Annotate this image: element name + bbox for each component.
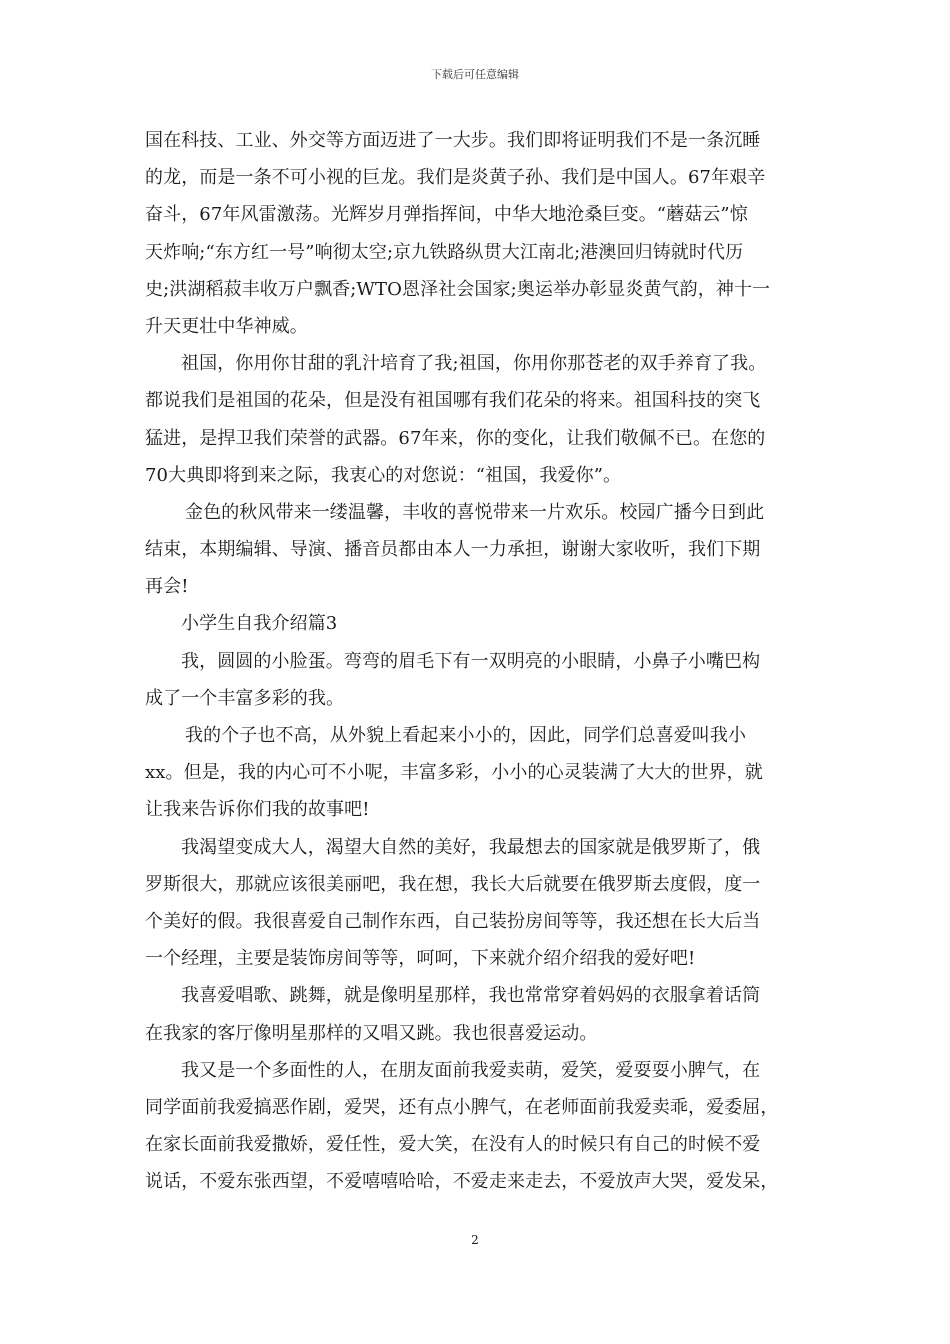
- body-line: 升天更壮中华神威。: [145, 315, 308, 337]
- body-line: 都说我们是祖国的花朵，但是没有祖国哪有我们花朵的将来。祖国科技的突飞: [145, 390, 761, 412]
- body-line: 奋斗，67年风雷激荡。光辉岁月弹指挥间，中华大地沧桑巨变。“蘑菇云”惊: [145, 204, 748, 226]
- body-line: 同学面前我爱搞恶作剧，爱哭，还有点小脾气，在老师面前我爱卖乖，爱委屈，: [145, 1096, 779, 1118]
- body-line: xx。但是，我的内心可不小呢，丰富多彩，小小的心灵装满了大大的世界，就: [145, 762, 763, 784]
- paragraph-start-line: 我，圆圆的小脸蛋。弯弯的眉毛下有一双明亮的小眼睛，小鼻子小嘴巴构: [181, 650, 761, 672]
- body-line: 一个经理，主要是装饰房间等等，呵呵，下来就介绍介绍我的爱好吧!: [145, 948, 696, 970]
- body-line: 结束，本期编辑、导演、播音员都由本人一力承担，谢谢大家收听，我们下期: [145, 539, 761, 561]
- body-line: 国在科技、工业、外交等方面迈进了一大步。我们即将证明我们不是一条沉睡: [145, 130, 761, 151]
- body-line: 再会!: [145, 576, 189, 598]
- document-body: [145, 122, 813, 1200]
- body-line: 让我来告诉你们我的故事吧!: [145, 799, 370, 821]
- paragraph-start-line: 金色的秋风带来一缕温馨，丰收的喜悦带来一片欢乐。校园广播今日到此: [185, 501, 765, 523]
- body-line: 天炸响;“东方红一号”响彻太空;京九铁路纵贯大江南北;港澳回归铸就时代历: [145, 241, 744, 263]
- body-line: 70大典即将到来之际，我衷心的对您说：“祖国，我爱你”。: [145, 464, 622, 486]
- page-header: 下载后可任意编辑: [431, 68, 519, 81]
- paragraph-start-line: 我渴望变成大人，渴望大自然的美好，我最想去的国家就是俄罗斯了，俄: [181, 836, 761, 858]
- body-line: 史;洪湖稻菽丰收万户飘香;WTO恩泽社会国家;奥运举办彰显炎黄气韵，神十一: [145, 278, 771, 300]
- body-line: 罗斯很大，那就应该很美丽吧，我在想，我长大后就要在俄罗斯去度假，度一: [145, 873, 761, 895]
- body-line: 的龙，而是一条不可小视的巨龙。我们是炎黄子孙、我们是中国人。67年艰辛: [145, 167, 766, 189]
- body-line: 猛进，是捍卫我们荣誉的武器。67年来，你的变化，让我们敬佩不已。在您的: [145, 427, 766, 449]
- body-line: 在我家的客厅像明星那样的又唱又跳。我也很喜爱运动。: [145, 1022, 598, 1044]
- body-line: 说话，不爱东张西望，不爱嘻嘻哈哈，不爱走来走去，不爱放声大哭，爱发呆，: [145, 1171, 779, 1193]
- body-line: 在家长面前我爱撒娇，爱任性，爱大笑，在没有人的时候只有自己的时候不爱: [145, 1134, 761, 1156]
- section-heading: 小学生自我介绍篇3: [181, 613, 338, 635]
- page-number: 2: [471, 1233, 479, 1247]
- body-line: 个美好的假。我很喜爱自己制作东西，自己装扮房间等等，我还想在长大后当: [145, 910, 761, 932]
- paragraph-start-line: 我的个子也不高，从外貌上看起来小小的，因此，同学们总喜爱叫我小: [185, 725, 747, 746]
- paragraph-start-line: 我喜爱唱歌、跳舞，就是像明星那样，我也常常穿着妈妈的衣服拿着话筒: [181, 985, 761, 1007]
- paragraph-start-line: 祖国，你用你甘甜的乳汁培育了我;祖国，你用你那苍老的双手养育了我。: [181, 353, 767, 375]
- body-line: 成了一个丰富多彩的我。: [145, 687, 345, 709]
- paragraph-start-line: 我又是一个多面性的人，在朋友面前我爱卖萌，爱笑，爱耍耍小脾气，在: [181, 1059, 761, 1081]
